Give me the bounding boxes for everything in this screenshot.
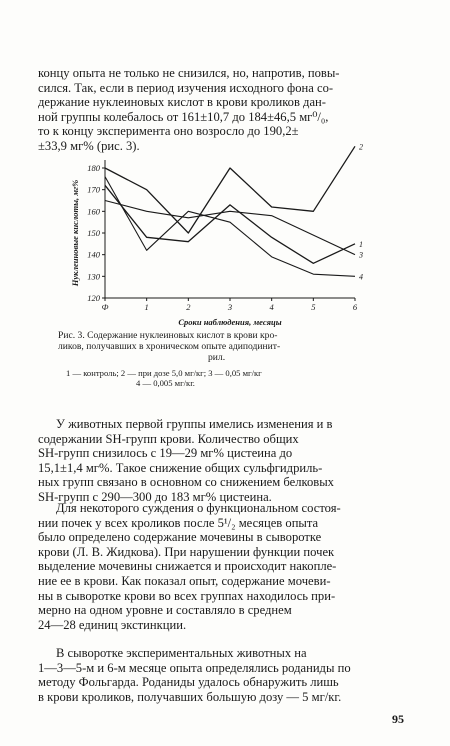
text-line: сился. Так, если в период изучения исходного фона со- (38, 80, 334, 95)
y-tick-label: 150 (87, 228, 100, 238)
text-line: концу опыта не только не снизился, но, напротив, повы- (38, 66, 340, 80)
y-tick-label: 130 (87, 271, 100, 282)
series-label: 3 (359, 250, 363, 260)
y-tick-label: 120 (87, 293, 100, 303)
paragraph-urea (38, 501, 408, 632)
text-line: было определено содержание мочевины в сыворотке (38, 530, 322, 545)
text-line: Для некоторого суждения о функциональном состоя- (56, 501, 341, 515)
text-line: мерно на одном уровне и составляло в среднем (38, 603, 292, 618)
text-line: содержании SH-групп крови. Количество общих (38, 431, 299, 446)
text-line: в крови кроликов, получавших большую дозу — 5 мг/кг. (38, 689, 342, 704)
text-line: ±33,9 мг% (рис. 3). (38, 138, 140, 153)
x-tick-label: 4 (269, 302, 274, 312)
text-line: В сыворотке экспериментальных животных на (56, 646, 307, 660)
caption-line: Рис. 3. Содержание нуклеиновых кислот в крови кро- (58, 330, 278, 341)
text-line: ных групп связано в основном со снижением белковых (38, 475, 334, 490)
legend-line: 4 — 0,005 мг/кг. (136, 378, 195, 388)
y-tick-label: 170 (87, 184, 100, 195)
x-tick-label: Ф (101, 302, 109, 312)
text-line: выделение мочевины снижается и происходит накопле- (38, 559, 337, 574)
series-label: 4 (359, 272, 363, 282)
series-label: 1 (359, 239, 363, 249)
text-line: ной группы колебалось от 161±10,7 до 184±46,5 мг⁰/₀, (38, 109, 329, 124)
caption-line: ликов, получавших в хроническом опыте адиподинит- (58, 341, 281, 352)
text-line: 15,1±1,4 мг%. Такое снижение общих сульфгидриль- (38, 460, 323, 475)
text-line: крови (Л. В. Жидкова). При нарушении функции почек (38, 544, 335, 559)
paragraph-sh-groups (38, 417, 408, 505)
text-line: ние ее в крови. Как показал опыт, содержание мочеви- (38, 573, 331, 588)
x-tick-label: 2 (186, 302, 191, 312)
series-line-2 (105, 146, 355, 233)
paragraph-continuation (38, 66, 408, 154)
text-line: У животных первой группы имелись изменения и в (56, 417, 333, 431)
text-line: SH-групп с 290—300 до 183 мг% цистеина. (38, 489, 272, 504)
paragraph-rhodanides (38, 646, 408, 704)
y-tick-label: 160 (87, 206, 100, 217)
x-axis-label: Сроки наблюдения, месяцы (178, 317, 282, 327)
y-axis-label: Нуклеиновые кислоты, мг% (70, 179, 80, 287)
text-line: держание нуклеиновых кислот в крови кроликов дан- (38, 95, 326, 110)
figure-caption (58, 330, 388, 363)
text-line: нии почек у всех кроликов после 5¹/₂ месяцев опыта (38, 515, 319, 530)
y-tick-label: 140 (87, 249, 100, 260)
series-line-3 (105, 201, 355, 255)
text-line: SH-групп снизилось с 19—29 мг% цистеина до (38, 446, 293, 461)
x-tick-label: 1 (144, 302, 149, 312)
legend-line: 1 — контроль; 2 — при дозе 5,0 мг/кг; 3 — 0,05 мг/кг (66, 368, 262, 378)
text-line: 24—28 единиц экстинкции. (38, 617, 187, 632)
series-line-1 (105, 185, 355, 263)
text-line: 1—3—5-м и 6-м месяце опыта определялись роданиды по (38, 660, 351, 675)
x-tick-label: 6 (352, 302, 358, 312)
y-tick-label: 180 (87, 163, 100, 173)
figure-legend (66, 368, 396, 388)
caption-line: рил. (208, 352, 226, 363)
x-tick-label: 3 (227, 302, 233, 312)
x-tick-label: 5 (311, 302, 316, 312)
text-line: то к концу эксперимента оно возросло до 190,2± (38, 124, 299, 139)
text-line: методу Фольгарда. Роданиды удалось обнаружить лишь (38, 675, 339, 690)
series-label: 2 (359, 142, 363, 152)
text-line: ны в сыворотке крови во всех группах находилось при- (38, 588, 336, 603)
page-number: 95 (392, 712, 404, 726)
